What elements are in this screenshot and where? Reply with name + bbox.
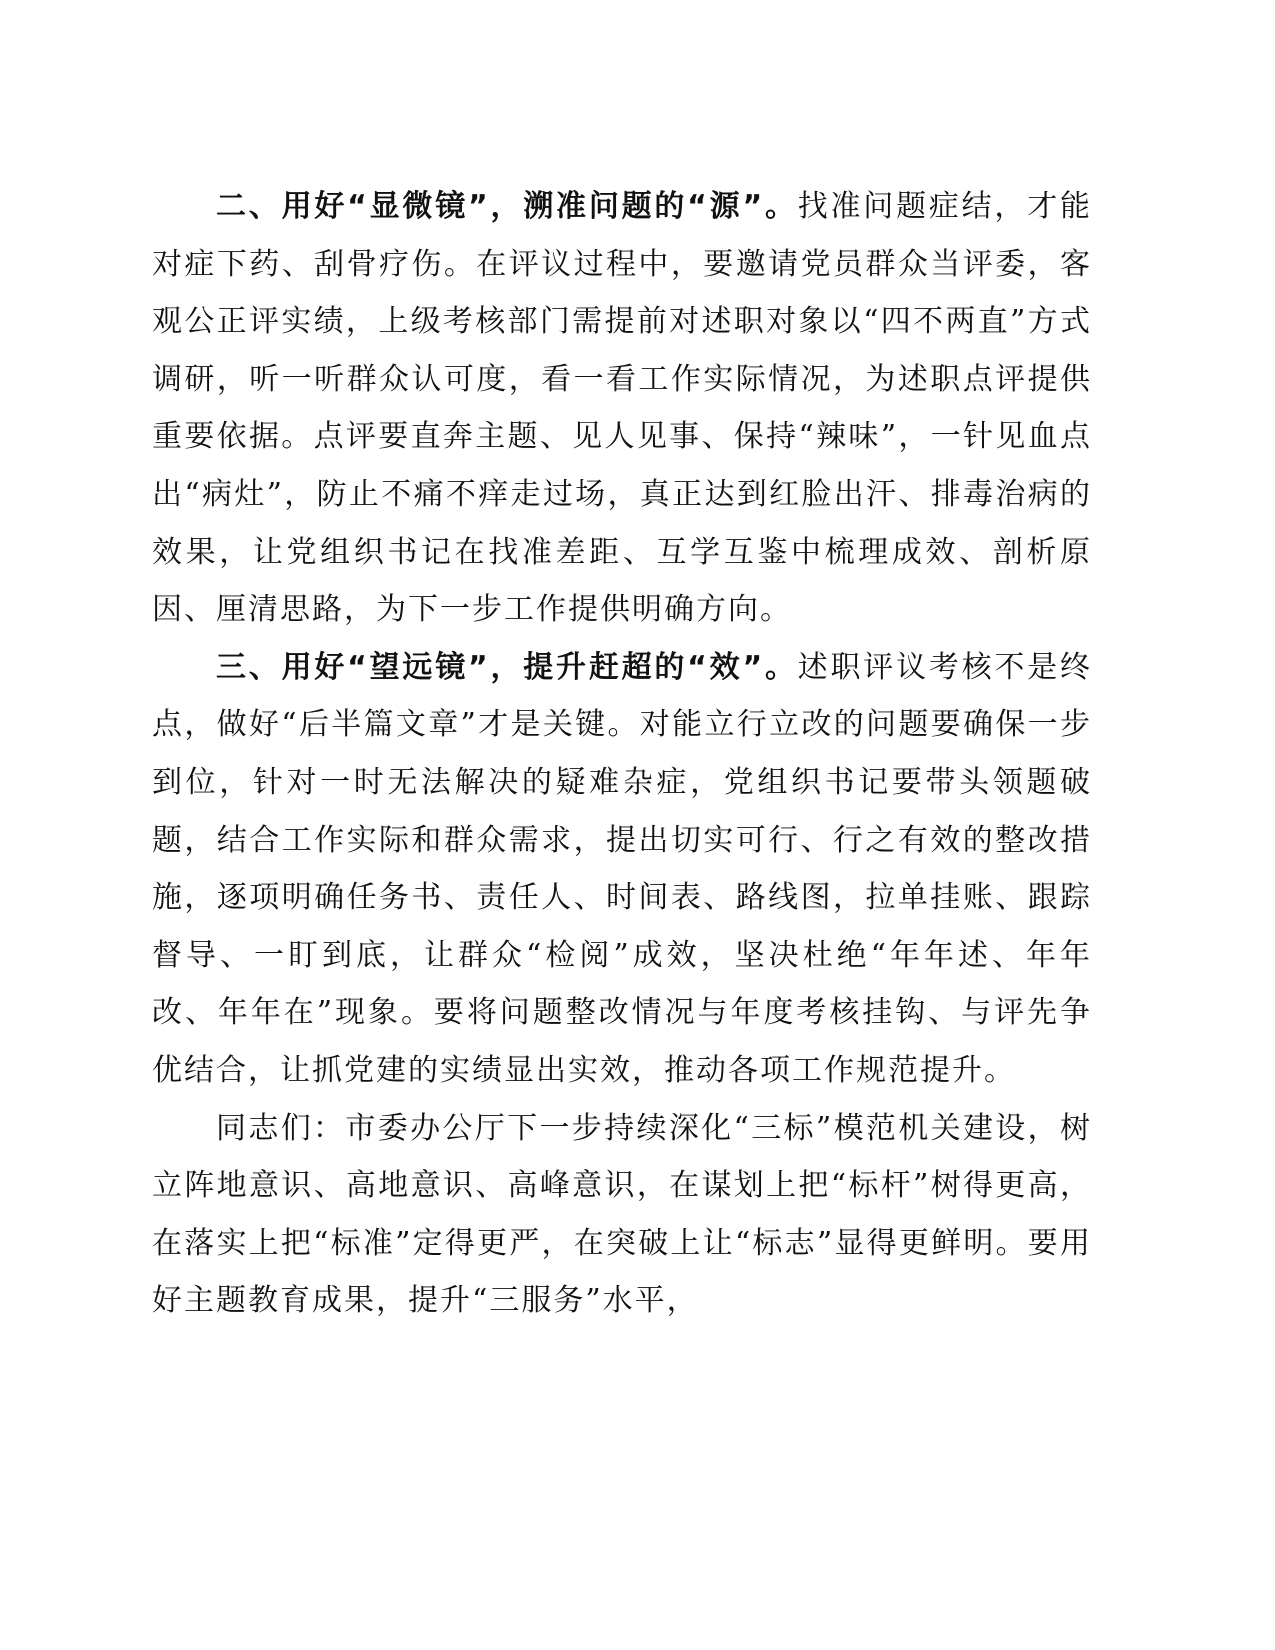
paragraph-text: 找准问题症结，才能对症下药、刮骨疗伤。在评议过程中，要邀请党员群众当评委，客观公正评实绩，上级考核部门需提前对述职对象以“四不两直”方式调研，听一听群众认可度，看一看工作实际情况，为述职点评提供重要依据。点评要直奔主题、见人见事、保持“辣味”，一针见血点出“病灶”，防止不痛不痒走过场，真正达到红脸出汗、排毒治病的效果，让党组织书记在找准差距、互学互鉴中梳理成效、剖析原因、厘清思路，为下一步工作提供明确方向。 <box>152 189 1092 628</box>
paragraph-closing <box>152 1100 1092 1330</box>
paragraph-heading: 三、用好“望远镜”，提升赶超的“效”。 <box>216 649 798 685</box>
paragraph-text: 述职评议考核不是终点，做好“后半篇文章”才是关键。对能立行立改的问题要确保一步到位，针对一时无法解决的疑难杂症，党组织书记要带头领题破题，结合工作实际和群众需求，提出切实可行、行之有效的整改措施，逐项明确任务书、责任人、时间表、路线图，拉单挂账、跟踪督导、一盯到底，让群众“检阅”成效，坚决杜绝“年年述、年年改、年年在”现象。要将问题整改情况与年度考核挂钩、与评先争优结合，让抓党建的实绩显出实效，推动各项工作规范提升。 <box>152 649 1092 1088</box>
paragraph-text: 同志们：市委办公厅下一步持续深化“三标”模范机关建设，树立阵地意识、高地意识、高峰意识，在谋划上把“标杆”树得更高，在落实上把“标准”定得更严，在突破上让“标志”显得更鲜明。要用好主题教育成果，提升“三服务”水平， <box>152 1110 1092 1319</box>
paragraph-heading: 二、用好“显微镜”，溯准问题的“源”。 <box>216 189 798 224</box>
document-body <box>152 178 1092 1330</box>
paragraph-microscope <box>152 178 1092 639</box>
paragraph-telescope <box>152 639 1092 1100</box>
